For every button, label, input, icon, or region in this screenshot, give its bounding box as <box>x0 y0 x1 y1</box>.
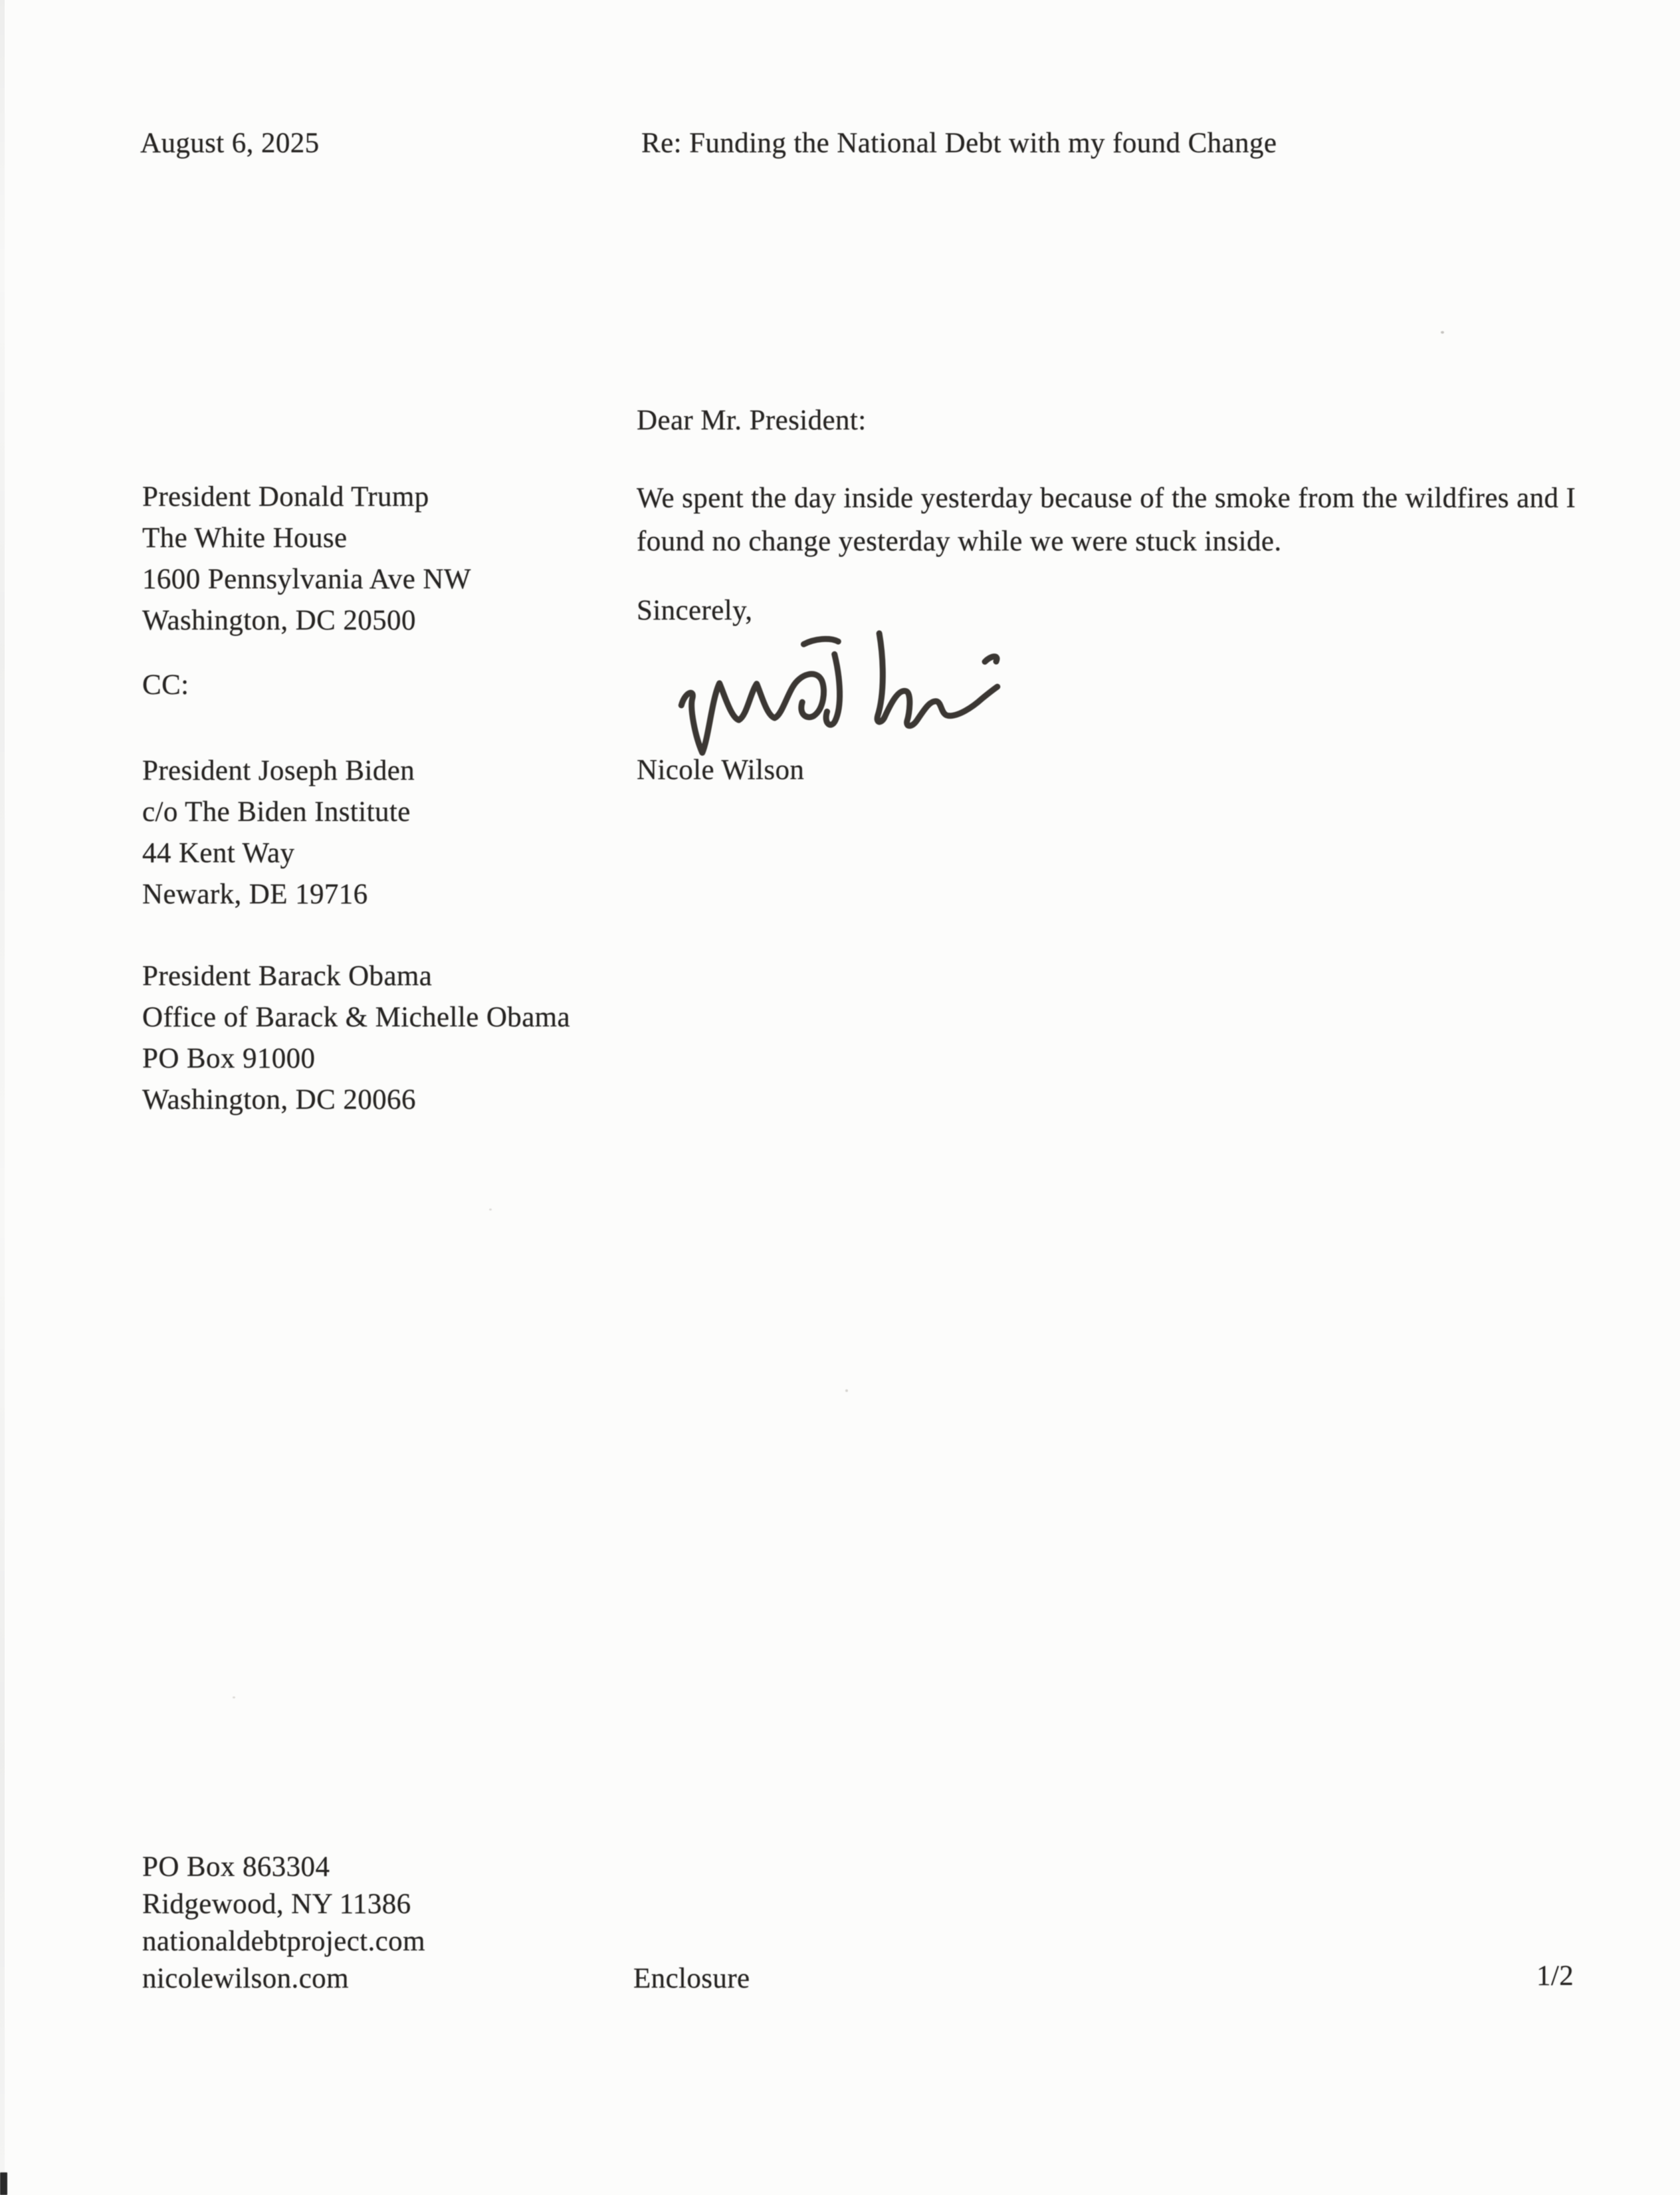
text-line: nationaldebtproject.com <box>142 1926 425 1957</box>
scan-speckle <box>233 1696 235 1698</box>
text-line: Office of Barack & Michelle Obama <box>142 1002 571 1033</box>
text-line: PO Box 863304 <box>142 1851 330 1883</box>
text-line: President Barack Obama <box>142 961 433 992</box>
text-line: Washington, DC 20066 <box>142 1084 416 1115</box>
text-line: Washington, DC 20500 <box>142 605 416 636</box>
letter-date: August 6, 2025 <box>140 128 320 159</box>
scan-edge-artifact <box>0 0 5 2195</box>
text-line: The White House <box>142 522 348 554</box>
enclosure-note: Enclosure <box>633 1963 750 1994</box>
text-line: Ridgewood, NY 11386 <box>142 1889 411 1920</box>
cc-address-obama <box>142 956 570 1121</box>
scan-edge-mark <box>0 2172 7 2195</box>
subject-line: Re: Funding the National Debt with my found Change <box>641 128 1277 159</box>
page-number: 1/2 <box>1536 1960 1574 1992</box>
text-line: 44 Kent Way <box>142 838 295 869</box>
letter-body <box>637 477 1576 563</box>
recipient-address <box>142 477 471 641</box>
scan-speckle <box>489 1209 492 1211</box>
signature-scrawl <box>660 620 1021 770</box>
closing: Sincerely, <box>637 595 753 626</box>
text-line: President Joseph Biden <box>142 755 415 786</box>
text-line: c/o The Biden Institute <box>142 796 411 828</box>
cc-label: CC: <box>142 669 189 701</box>
text-line: nicolewilson.com <box>142 1963 349 1994</box>
text-line: We spent the day inside yesterday because of the smoke from the wildfires and I <box>637 483 1576 514</box>
scan-speckle <box>845 1389 848 1392</box>
text-line: found no change yesterday while we were stuck inside. <box>637 526 1282 557</box>
cc-address-biden <box>142 751 415 915</box>
salutation: Dear Mr. President: <box>637 405 867 436</box>
text-line: Newark, DE 19716 <box>142 879 368 910</box>
signature-name: Nicole Wilson <box>637 754 805 786</box>
text-line: PO Box 91000 <box>142 1043 316 1074</box>
text-line: President Donald Trump <box>142 481 429 513</box>
scan-speckle <box>1441 331 1444 334</box>
sender-footer <box>142 1849 425 1998</box>
text-line: 1600 Pennsylvania Ave NW <box>142 564 471 595</box>
